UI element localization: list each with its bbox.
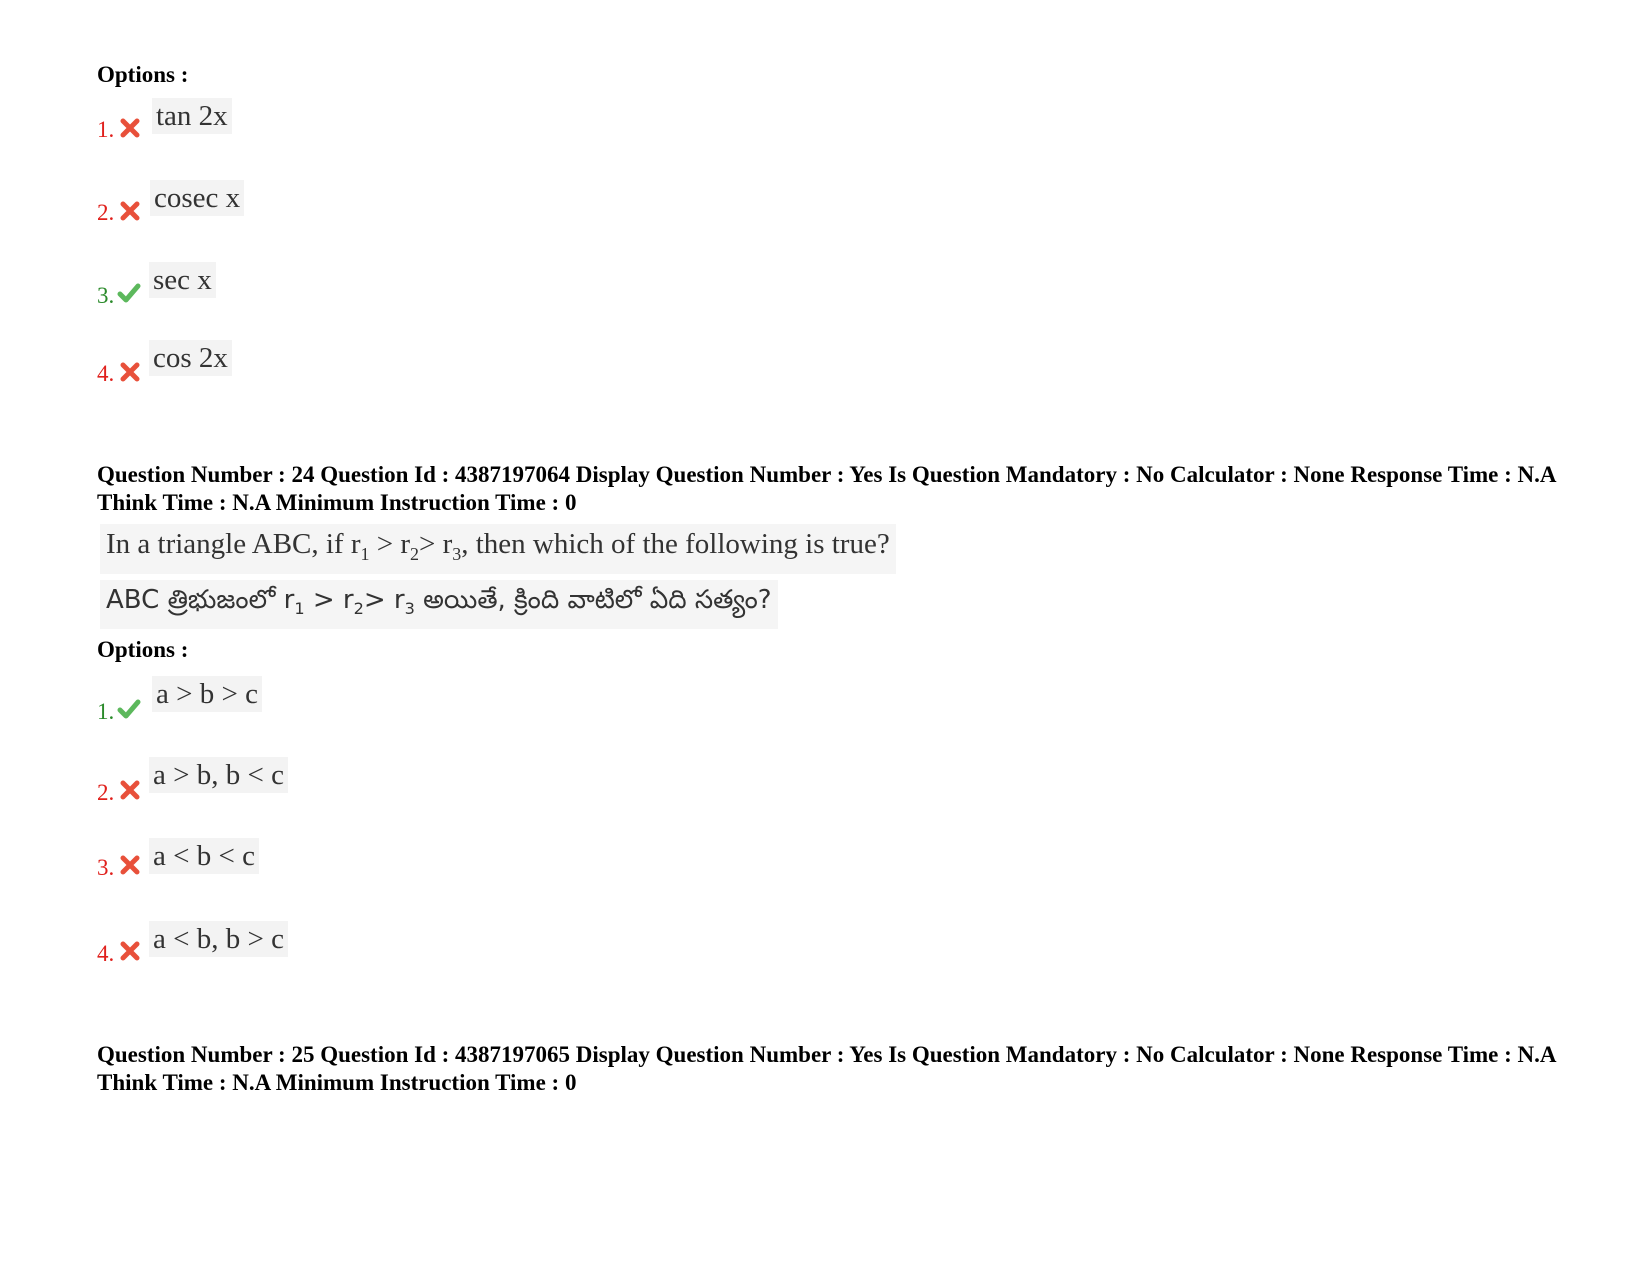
question-text-telugu [100, 580, 778, 629]
subscript: 2 [353, 599, 364, 619]
subscript: 3 [452, 543, 462, 564]
option-number: 2. [97, 200, 115, 225]
check-icon [117, 697, 141, 721]
check-icon [117, 281, 141, 305]
options-label: Options : [97, 637, 189, 662]
option-number: 4. [97, 361, 115, 386]
cross-icon [118, 199, 142, 223]
cross-icon [118, 939, 142, 963]
question-text-part: అయితే, క్రింది వాటిలో ఏది సత్యం? [414, 585, 772, 615]
question-text-english [100, 524, 896, 574]
subscript: 1 [360, 543, 370, 564]
cross-icon [118, 360, 142, 384]
option-number: 3. [97, 855, 115, 880]
options-label: Options : [97, 62, 189, 87]
question-text-part: > r [419, 528, 453, 560]
option-number: 2. [97, 780, 115, 805]
question-text-part: In a triangle ABC, if r [106, 528, 361, 560]
subscript: 3 [404, 599, 415, 619]
question-text-part: ABC త్రిభుజంలో r [106, 585, 295, 615]
subscript: 2 [410, 543, 419, 564]
question-text-part: > r [363, 585, 405, 615]
question-meta: Question Number : 24 Question Id : 4387197064 Display Question Number : Yes Is Question Mandatory : No Calculator : None Response Time : N.A Think Time : N.A Minimum Instruction Time : 0 [97, 462, 1556, 515]
question-text-part: > r [369, 528, 411, 560]
option-text: a > b > c [152, 676, 262, 712]
cross-icon [118, 853, 142, 877]
option-text: tan 2x [152, 98, 232, 134]
option-text: cos 2x [149, 340, 232, 376]
cross-icon [118, 116, 142, 140]
option-text: a < b, b > c [149, 921, 288, 957]
cross-icon [118, 778, 142, 802]
option-text: cosec x [150, 180, 244, 216]
option-number: 3. [97, 283, 115, 308]
option-text: a < b < c [149, 838, 259, 874]
question-text-part: > r [304, 585, 354, 615]
option-text: sec x [149, 262, 216, 298]
option-number: 4. [97, 941, 115, 966]
option-number: 1. [97, 699, 115, 724]
question-text-part: , then which of the following is true? [461, 528, 890, 560]
question-meta: Question Number : 25 Question Id : 4387197065 Display Question Number : Yes Is Question Mandatory : No Calculator : None Response Time : N.A Think Time : N.A Minimum Instruction Time : 0 [97, 1042, 1556, 1095]
subscript: 1 [294, 599, 305, 619]
option-text: a > b, b < c [149, 757, 288, 793]
option-number: 1. [97, 117, 115, 142]
